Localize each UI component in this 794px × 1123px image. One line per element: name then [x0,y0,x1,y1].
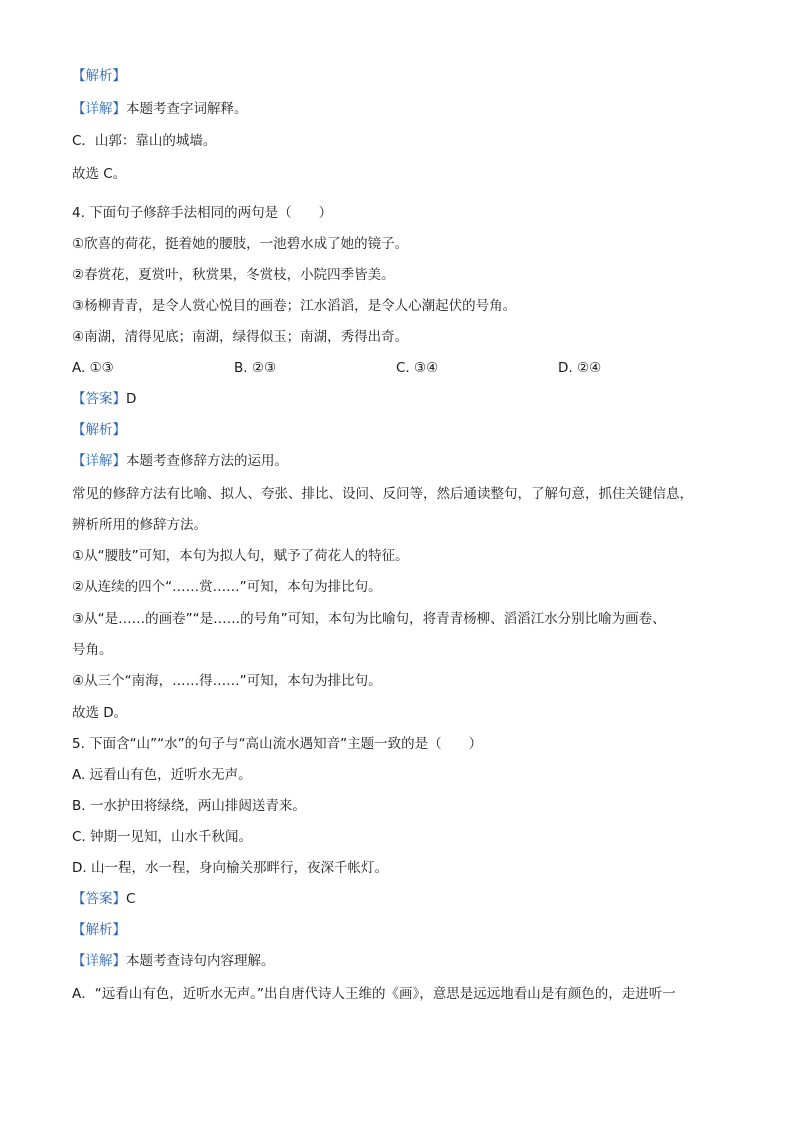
answer-line [72,890,135,908]
conclusion-text: 故选 D。 [72,705,128,721]
question-5-option-c: C. 钟期一见知，山水千秋闻。 [72,829,253,845]
question-5-stem: 5. 下面含“山”“水”的句子与“高山流水遇知音”主题一致的是（ ） [72,736,483,752]
conclusion-text: 故选 C。 [72,166,127,182]
detail-line [72,100,248,118]
question-5-option-b: B. 一水护田将绿绕，两山排闼送青来。 [72,798,306,814]
explanation-paragraph-line: A．“远看山有色，近听水无声。”出自唐代诗人王维的《画》，意思是远远地看山是有颜色的，走进听一 [72,986,676,1002]
explanation-item-4: ④从三个“南海，……得……”可知，本句为排比句。 [72,673,382,689]
explanation-paragraph-line: 常见的修辞方法有比喻、拟人、夸张、排比、设问、反问等，然后通读整句，了解句意，抓住关键信息， [72,486,693,502]
answer-value: D [126,391,137,407]
question-5-option-d: D. 山一程，水一程，身向榆关那畔行，夜深千帐灯。 [72,860,388,876]
explanation-paragraph-line: 辨析所用的修辞方法。 [72,517,207,533]
explanation-item-3-continued: 号角。 [72,642,113,658]
analysis-tag: 【解析】 [72,422,126,438]
question-4-item-3: ③杨柳青青，是令人赏心悦目的画卷；江水滔滔，是令人心潮起伏的号角。 [72,298,517,314]
detail-tag: 【详解】 [72,953,126,969]
detail-line [72,952,275,970]
explanation-item-3: ③从“是……的画卷”“是……的号角”可知，本句为比喻句，将青青杨柳、滔滔江水分别比喻为画卷、 [72,611,666,627]
detail-line [72,452,288,470]
option-b: B. ②③ [234,360,277,376]
detail-text: 本题考查诗句内容理解。 [126,953,275,969]
detail-tag: 【详解】 [72,453,126,469]
detail-text: 本题考查修辞方法的运用。 [126,453,288,469]
explanation-item-2: ②从连续的四个“……赏……”可知，本句为排比句。 [72,579,382,595]
question-4-item-1: ①欣喜的荷花，挺着她的腰肢，一池碧水成了她的镜子。 [72,236,409,252]
question-4-item-2: ②春赏花，夏赏叶，秋赏果，冬赏枝，小院四季皆美。 [72,267,395,283]
option-a: A. ①③ [72,360,114,376]
question-4-options [72,359,672,377]
analysis-tag: 【解析】 [72,68,126,84]
question-5-option-a: A. 远看山有色，近听水无声。 [72,767,252,783]
explanation-item-1: ①从“腰肢”可知，本句为拟人句，赋予了荷花人的特征。 [72,548,409,564]
detail-text: 本题考查字词解释。 [126,101,248,117]
question-4-item-4: ④南湖，清得见底；南湖，绿得似玉；南湖，秀得出奇。 [72,329,409,345]
answer-tag: 【答案】 [72,391,126,407]
option-c-explanation: C．山郭：靠山的城墙。 [72,133,217,149]
analysis-heading [72,921,126,939]
answer-value: C [126,891,136,907]
analysis-tag: 【解析】 [72,922,126,938]
option-d: D. ②④ [558,360,602,376]
analysis-heading [72,421,126,439]
answer-tag: 【答案】 [72,891,126,907]
detail-tag: 【详解】 [72,101,126,117]
option-c: C. ③④ [396,360,439,376]
answer-line [72,390,136,408]
question-4-stem: 4. 下面句子修辞手法相同的两句是（ ） [72,205,333,221]
analysis-heading [72,67,126,85]
